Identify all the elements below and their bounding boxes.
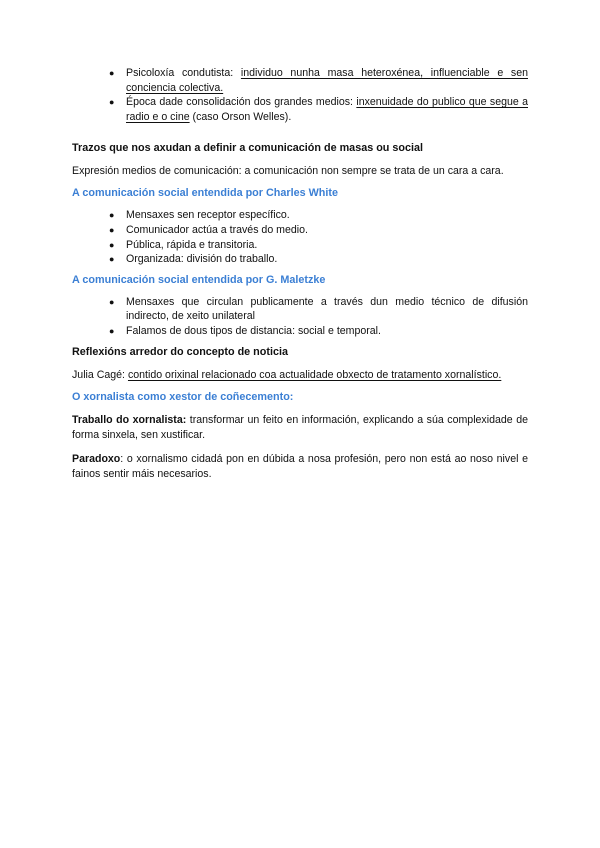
bullet-icon: ● [109, 239, 115, 250]
bullet-icon: ● [109, 296, 115, 307]
bullet-icon: ● [109, 68, 115, 78]
paragraph-label: Julia Cagé: [72, 368, 125, 381]
section-heading: A comunicación social entendida por G. Maletzke [72, 273, 326, 286]
section-heading: Reflexións arredor do concepto de noticia [72, 345, 288, 358]
item-underlined-text: individuo nunha masa heteroxénea, influenciable e sen conciencia colectiva. [126, 67, 528, 94]
section-heading: A comunicación social entendida por Charles White [72, 187, 338, 200]
section-heading: O xornalista como xestor de coñecemento: [72, 390, 294, 403]
paragraph-label: Paradoxo [72, 452, 121, 465]
bullet-icon: ● [109, 325, 115, 336]
item-label: Época dade consolidación dos grandes medios: [126, 96, 353, 109]
section-heading: Trazos que nos axudan a definir a comunicación de masas ou social [72, 142, 424, 155]
list-item [72, 66, 528, 95]
paragraph [72, 452, 528, 482]
list-item [72, 223, 528, 238]
bullet-icon: ● [109, 224, 115, 235]
bullet-icon: ● [109, 97, 115, 108]
bullet-list-maletzke [72, 295, 528, 339]
paragraph [72, 368, 528, 383]
list-item [72, 208, 528, 223]
item-label: Psicoloxía condutista: [126, 67, 234, 79]
item-text: Comunicador actúa a través do medio. [126, 223, 308, 236]
bullet-list-context [72, 66, 528, 124]
item-text: Falamos de dous tipos de distancia: social e temporal. [126, 324, 381, 337]
paragraph [72, 413, 528, 443]
paragraph: Expresión medios de comunicación: a comunicación non sempre se trata de un cara a cara. [72, 165, 504, 178]
bullet-list-white [72, 208, 528, 266]
list-item [72, 324, 528, 339]
item-text: Mensaxes que circulan publicamente a través dun medio técnico de difusión indirecto, de xeito unilateral [126, 295, 528, 323]
paragraph-label: Traballo do xornalista: [72, 413, 187, 426]
item-underlined-text: inxenuidade do publico que segue a radio e o cine [126, 96, 528, 123]
bullet-icon: ● [109, 210, 115, 221]
list-item [72, 295, 528, 324]
item-tail-text: (caso Orson Welles). [189, 110, 292, 123]
list-item [72, 252, 528, 267]
paragraph-underlined-text: contido orixinal relacionado coa actualidade obxecto de tratamento xornalístico. [127, 368, 502, 381]
document-content [72, 66, 528, 482]
paragraph-text: : o xornalismo cidadá pon en dúbida a nosa profesión, pero non está ao noso nivel e fainos sentir máis necesarios. [72, 452, 528, 480]
item-text: Mensaxes sen receptor específico. [126, 209, 290, 222]
bullet-icon: ● [109, 254, 115, 265]
paragraph-text: transformar un feito en información, explicando a súa complexidade de forma sinxela, sen xustificar. [72, 413, 528, 441]
list-item [72, 238, 528, 253]
item-text: Pública, rápida e transitoria. [126, 238, 258, 251]
list-item [72, 95, 528, 124]
item-text: Organizada: división do traballo. [126, 253, 278, 266]
